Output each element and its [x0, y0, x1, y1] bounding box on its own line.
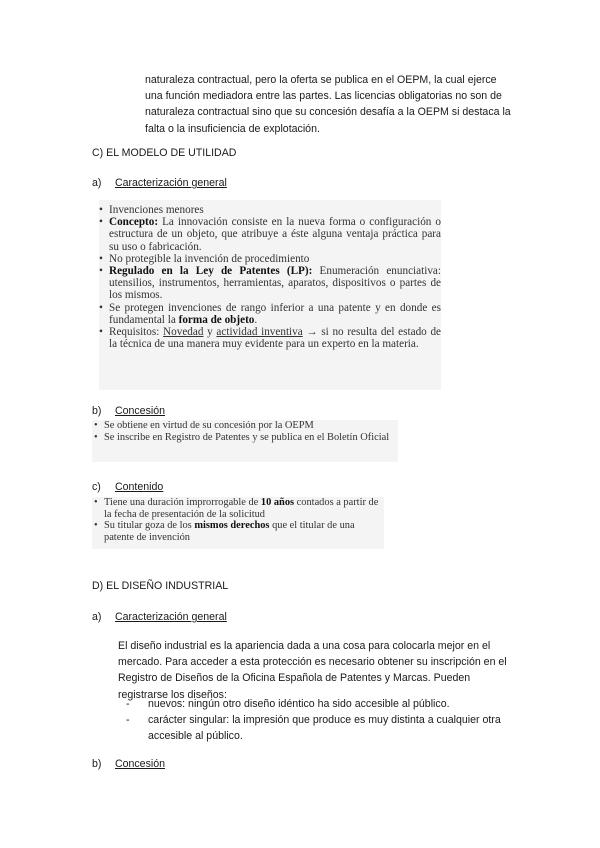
characterization-excerpt: [99, 200, 441, 390]
list-item: • Invenciones menores: [99, 204, 441, 216]
list-item: • Su titular goza de los mismos derechos que el titular de una patente de invención: [94, 520, 384, 543]
design-paragraph: El diseño industrial es la apariencia dada a una cosa para colocarla mejor en el mercado. Para acceder a esta protección es necesario obtener su inscripción en el Registro de Diseños de la Oficina Española de Patentes y Marcas. Pueden registrarse los diseños:: [118, 640, 507, 701]
list-item: • Requisitos: Novedad y actividad inventiva → si no resulta del estado de la técnica de una manera muy evidente para un experto en la materia.: [99, 326, 441, 350]
sub-label: b): [92, 758, 102, 770]
concession-excerpt: [92, 420, 398, 462]
sub-title: Caracterización general: [114, 611, 227, 623]
list-item: • No protegible la invención de procedimiento: [99, 253, 441, 265]
list-item: • Se obtiene en virtud de su concesión por la OEPM: [94, 420, 398, 432]
list-item: • Se protegen invenciones de rango inferior a una patente y en donde es fundamental la forma de objeto.: [99, 302, 441, 326]
list-item: - carácter singular: la impresión que produce es muy distinta a cualquier otra accesible al público.: [126, 712, 526, 744]
intro-paragraph: naturaleza contractual, pero la oferta se publica en el OEPM, la cual ejerce una función mediadora entre las partes. Las licencias obligatorias no son de naturaleza contractual sino que su concesión desafía a la OEPM si destaca la falta o la insuficiencia de explotación.: [145, 74, 511, 135]
list-item: • Concepto: La innovación consiste en la nueva forma o configuración o estructura de un objeto, que atribuye a éste alguna ventaja práctica para su uso o fabricación.: [99, 216, 441, 253]
list-item: • Regulado en la Ley de Patentes (LP): Enumeración enunciativa: utensilios, instrumentos, herramientas, aparatos, dispositivos o partes de los mismos.: [99, 265, 441, 302]
sub-label: c): [92, 481, 101, 493]
content-excerpt: [92, 497, 384, 549]
sub-title: Caracterización general: [114, 177, 227, 189]
list-item: • Se inscribe en Registro de Patentes y se publica en el Boletín Oficial: [94, 432, 398, 444]
section-d-heading: D) EL DISEÑO INDUSTRIAL: [92, 580, 229, 592]
section-d-sub-a: [92, 610, 227, 624]
design-requirements-list: [126, 696, 526, 744]
section-c-heading: C) EL MODELO DE UTILIDAD: [92, 147, 237, 159]
section-c-sub-a: [92, 176, 227, 190]
sub-title: Concesión: [114, 405, 166, 417]
sub-label: a): [92, 177, 102, 189]
section-c-sub-b: [92, 404, 165, 418]
sub-title: Contenido: [114, 481, 164, 493]
sub-label: a): [92, 611, 102, 623]
section-c-sub-c: [92, 480, 163, 494]
section-d-sub-b: [92, 757, 165, 771]
list-item: • Tiene una duración improrrogable de 10 años contados a partir de la fecha de presentación de la solicitud: [94, 497, 384, 520]
sub-title: Concesión: [114, 758, 166, 770]
list-item: - nuevos: ningún otro diseño idéntico ha sido accesible al público.: [126, 696, 526, 712]
sub-label: b): [92, 405, 102, 417]
